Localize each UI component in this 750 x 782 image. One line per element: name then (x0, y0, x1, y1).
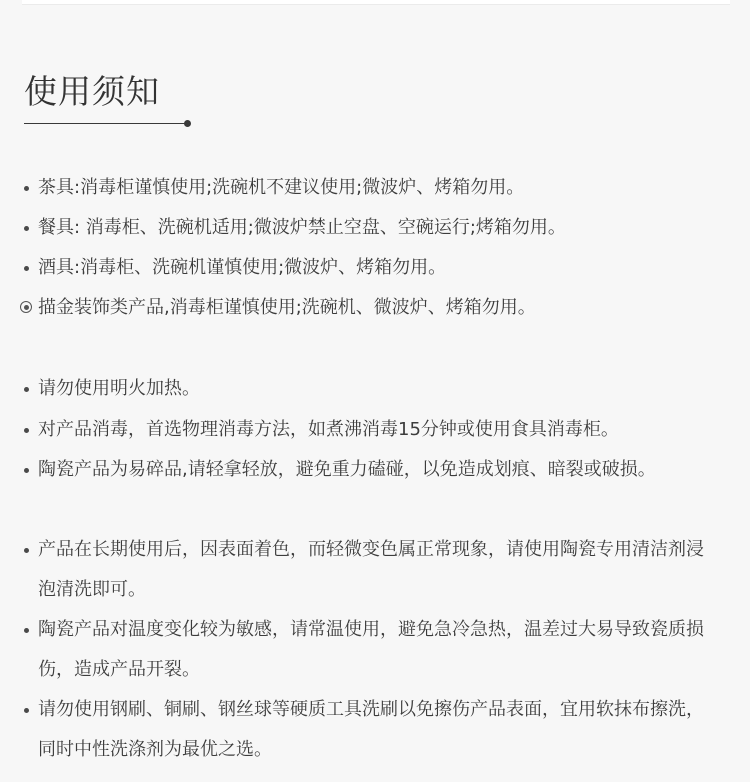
bullet-dot-icon (20, 690, 34, 730)
list-item-text: 对产品消毒，首选物理消毒方法，如煮沸消毒15分钟或使用食具消毒柜。 (38, 419, 619, 440)
list-item-tableware (20, 208, 720, 248)
title-underline-dot (184, 120, 191, 127)
bullet-dot-icon (20, 208, 34, 248)
bullet-dot-icon (20, 610, 34, 650)
list-item-text: 请勿使用明火加热。 (38, 378, 200, 399)
list-item-disinfection (20, 410, 720, 450)
list-item-discoloration (20, 530, 720, 610)
list-item-text: 茶具:消毒柜谨慎使用;洗碗机不建议使用;微波炉、烤箱勿用。 (38, 177, 525, 198)
list-item-tea-set (20, 168, 720, 208)
list-item-cleaning-tools (20, 690, 720, 770)
list-item-gold-decor (20, 288, 720, 328)
list-item-text: 酒具:消毒柜、洗碗机谨慎使用;微波炉、烤箱勿用。 (38, 257, 447, 278)
title-underline (24, 123, 186, 124)
bullet-dot-icon (20, 450, 34, 490)
list-item-text: 陶瓷产品为易碎品,请轻拿轻放，避免重力磕碰，以免造成划痕、暗裂或破损。 (38, 459, 656, 480)
bullet-dot-icon (20, 410, 34, 450)
bullet-dot-icon (20, 530, 34, 570)
list-item-text: 陶瓷产品对温度变化较为敏感，请常温使用，避免急冷急热，温差过大易导致瓷质损伤，造成产品开裂。 (38, 619, 704, 680)
list-item-text: 产品在长期使用后，因表面着色，而轻微变色属正常现象，请使用陶瓷专用清洁剂浸泡清洗即可。 (38, 539, 704, 600)
list-item-text: 餐具: 消毒柜、洗碗机适用;微波炉禁止空盘、空碗运行;烤箱勿用。 (38, 217, 566, 238)
bullet-dot-icon (20, 248, 34, 288)
list-item-text: 描金装饰类产品,消毒柜谨慎使用;洗碗机、微波炉、烤箱勿用。 (38, 297, 536, 318)
page-title: 使用须知 (24, 72, 160, 111)
list-item-no-open-flame (20, 369, 720, 409)
top-card-edge (22, 0, 730, 5)
list-item-text: 请勿使用钢刷、铜刷、钢丝球等硬质工具洗刷以免擦伤产品表面，宜用软抹布擦洗，同时中性洗涤剂为最优之选。 (38, 699, 704, 760)
bullet-dot-icon (20, 369, 34, 409)
list-item-temperature (20, 610, 720, 690)
list-item-drinkware (20, 248, 720, 288)
bullet-circle-icon (20, 288, 34, 328)
bullet-dot-icon (20, 168, 34, 208)
list-item-fragile (20, 450, 720, 490)
